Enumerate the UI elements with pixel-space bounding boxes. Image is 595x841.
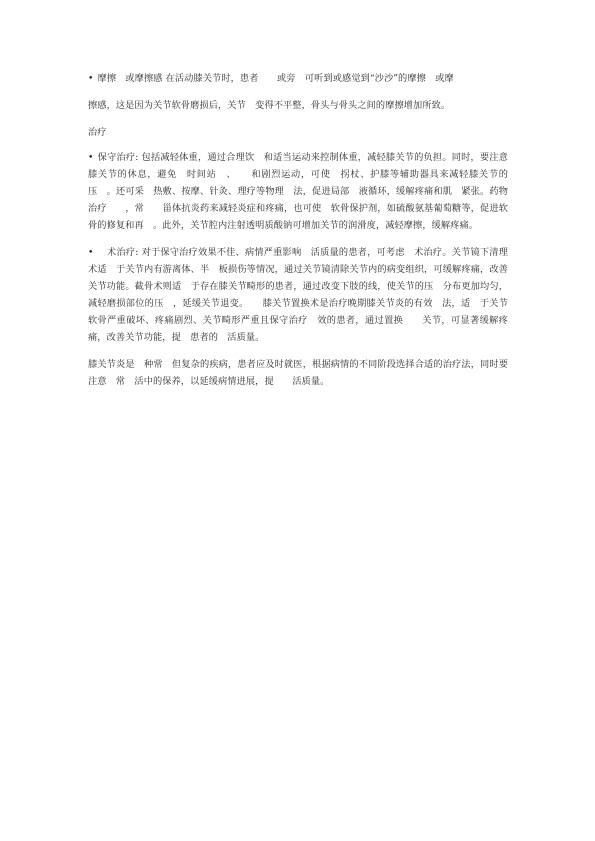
paragraph-text: 擦感，这是因为关节软骨磨损后，关节 变得不平整，骨头与骨头之间的摩擦增加所致。 [88,100,451,111]
section-heading-treatment [88,124,508,141]
paragraph-text: 术治疗: 对于保守治疗效果不佳、病情严重影响 活质量的患者，可考虑 术治疗。关节镜下清理术适 于关节内有游离体、半 板损伤等情况，通过关节镜清除关节内的病变组织，可缓解疼痛，改善关节功能。截骨术则适 于存在膝关节畸形的患者，通过改变下肢的线，使关节的压 分布更加均匀，减轻磨损部位的压 ，延缓关节退变。 膝关节置换术是治疗晚期膝关节炎的有效 法，适 于关节软骨严重破坏、疼痛剧烈、关节畸形严重且保守治疗 效的患者，通过置换 关节，可显著缓解疼痛，改善关节功能，提 患者的 活质量。 [88,247,508,343]
bullet-marker: • [88,152,94,163]
treatment-paragraph-conservative [88,149,508,234]
paragraph-text: 膝关节炎是 种常 但复杂的疾病，患者应及时就医，根据病情的不同阶段选择合适的治疗法，同时要注意 常 活中的保养，以延缓病情进展，提 活质量。 [88,359,508,387]
symptom-paragraph-friction [88,70,508,87]
symptom-paragraph-continued [88,97,508,114]
conclusion-paragraph [88,356,508,390]
treatment-paragraph-surgical [88,244,508,346]
document-body [88,70,508,400]
bullet-marker: • [88,73,94,84]
bullet-marker: • [88,247,94,258]
paragraph-text: 摩擦 或摩擦感 在活动膝关节时，患者 或旁 可听到或感觉到“沙沙”的摩擦 或摩 [97,73,454,84]
heading-text: 治疗 [88,127,107,138]
paragraph-text: 保守治疗: 包括减轻体重，通过合理饮 和适当运动来控制体重，减轻膝关节的负担。同时，要注意膝关节的休息，避免 时间站 、 和剧烈运动，可使 拐杖、护膝等辅助器具来减轻膝关节的压 。还可采 热敷、按摩、针灸、理疗等物理 法，促进局部 液循环，缓解疼痛和肌 紧张。药物治疗 ，常 甾体抗炎药来减轻炎症和疼痛，也可使 软骨保护剂，如硫酸氨基葡萄糖等，促进软骨的修复和再 。此外，关节腔内注射透明质酸钠可增加关节的润滑度，减轻摩擦，缓解疼痛。 [88,152,508,231]
